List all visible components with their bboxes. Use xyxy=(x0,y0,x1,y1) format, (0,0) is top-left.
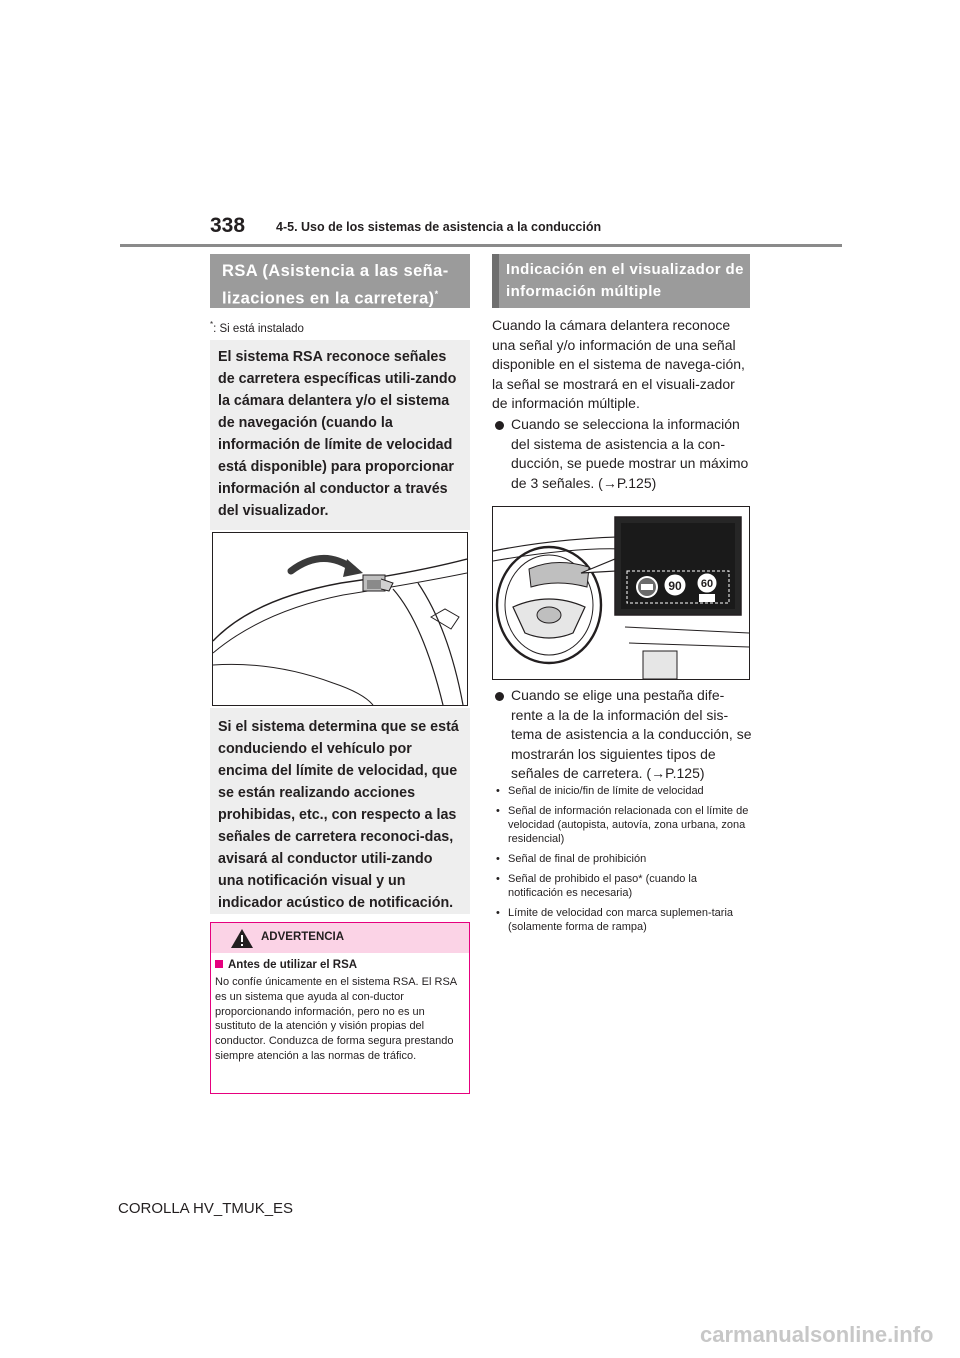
list-item: • Señal de final de prohibición xyxy=(496,852,752,866)
warning-subheading-text: Antes de utilizar el RSA xyxy=(228,959,358,971)
warning-box xyxy=(210,922,470,1094)
dashboard-display-illustration xyxy=(492,506,750,680)
list-item: • Señal de inicio/fin de límite de velocidad xyxy=(496,784,752,798)
info-intro-paragraph: Cuando la cámara delantera reconoce una señal y/o información de una señal disponible en el sistema de navega-ción, la señal se mostrará en el visuali-zador de información múltiple. xyxy=(492,317,745,411)
rsa-title-line1: RSA (Asistencia a las seña- xyxy=(222,262,449,280)
bullet-item xyxy=(492,415,754,493)
warning-text: No confíe únicamente en el sistema RSA. El RSA es un sistema que ayuda al con-ductor proporcionando información, pero no es un sustituto de la atención y visión propias del conductor. Conduzca de forma segura prestando siempre atención a las normas de tráfico. xyxy=(215,976,457,1062)
list-item: • Señal de prohibido el paso* (cuando la notificación es necesaria) xyxy=(496,872,752,900)
page-number: 338 xyxy=(210,214,246,237)
dashboard-drawing xyxy=(493,507,749,679)
bullet-text: Cuando se selecciona la información del sistema de asistencia a la con-ducción, se puede mostrar un máximo de 3 señales. (→P.125) xyxy=(511,416,749,491)
footer-watermark: carmanualsonline.info xyxy=(700,1322,934,1347)
bullet-dot-icon xyxy=(495,421,504,430)
footnote-text: : Si está instalado xyxy=(213,322,304,335)
section-accent-bar xyxy=(492,254,499,308)
bullet-dot-icon xyxy=(495,692,504,701)
rsa-title-line2 xyxy=(222,283,470,311)
windshield-camera-drawing xyxy=(213,533,467,705)
warning-triangle-icon xyxy=(230,928,254,949)
bullet-text: Cuando se elige una pestaña dife-rente a la de la información del sis-tema de asistencia a la conducción, se mostrarán los siguientes tipos de señales de carretera. (→P.125) xyxy=(511,687,752,781)
warning-subheading xyxy=(215,959,357,971)
warning-header xyxy=(211,923,469,953)
info-title-line2: información múltiple xyxy=(506,283,662,300)
list-item: • Límite de velocidad con marca suplemen-taria (solamente forma de rampa) xyxy=(496,906,752,934)
bullet-item xyxy=(492,686,754,784)
footnote xyxy=(210,320,304,335)
header-divider xyxy=(120,244,842,247)
rsa-warning-description-box: Si el sistema determina que se está conduciendo el vehículo por encima del límite de velocidad, que se están realizando acciones prohibidas, etc., con respecto a las señales de carretera reconoci-das, avisará al conductor utili-zando una notificación visual y un indicador acústico de notificación. xyxy=(210,708,470,914)
sign-value-60: 60 xyxy=(700,578,714,590)
rsa-title-mark: * xyxy=(434,289,439,299)
sign-types-list xyxy=(496,784,752,940)
info-title-line1: Indicación en el visualizador de xyxy=(506,261,744,278)
warning-label: ADVERTENCIA xyxy=(261,931,345,943)
info-display-section-title xyxy=(492,254,750,308)
list-item: • Señal de información relacionada con el límite de velocidad (autopista, autovía, zona urbana, zona residencial) xyxy=(496,804,752,846)
rsa-description-box: El sistema RSA reconoce señales de carretera específicas utili-zando la cámara delantera y/o el sistema de navegación (cuando la información de límite de velocidad está disponible) para proporcionar información al conductor a través del visualizador. xyxy=(210,340,470,530)
windshield-camera-illustration xyxy=(212,532,468,706)
rsa-section-title xyxy=(210,254,470,308)
footer-model-code: COROLLA HV_TMUK_ES xyxy=(118,1200,294,1217)
square-bullet-icon xyxy=(215,960,223,968)
chapter-title: 4-5. Uso de los sistemas de asistencia a la conducción xyxy=(276,220,602,234)
sign-value-90: 90 xyxy=(668,579,682,593)
footnote-mark: * xyxy=(210,320,214,329)
rsa-title-line2-text: lizaciones en la carretera) xyxy=(222,289,435,308)
